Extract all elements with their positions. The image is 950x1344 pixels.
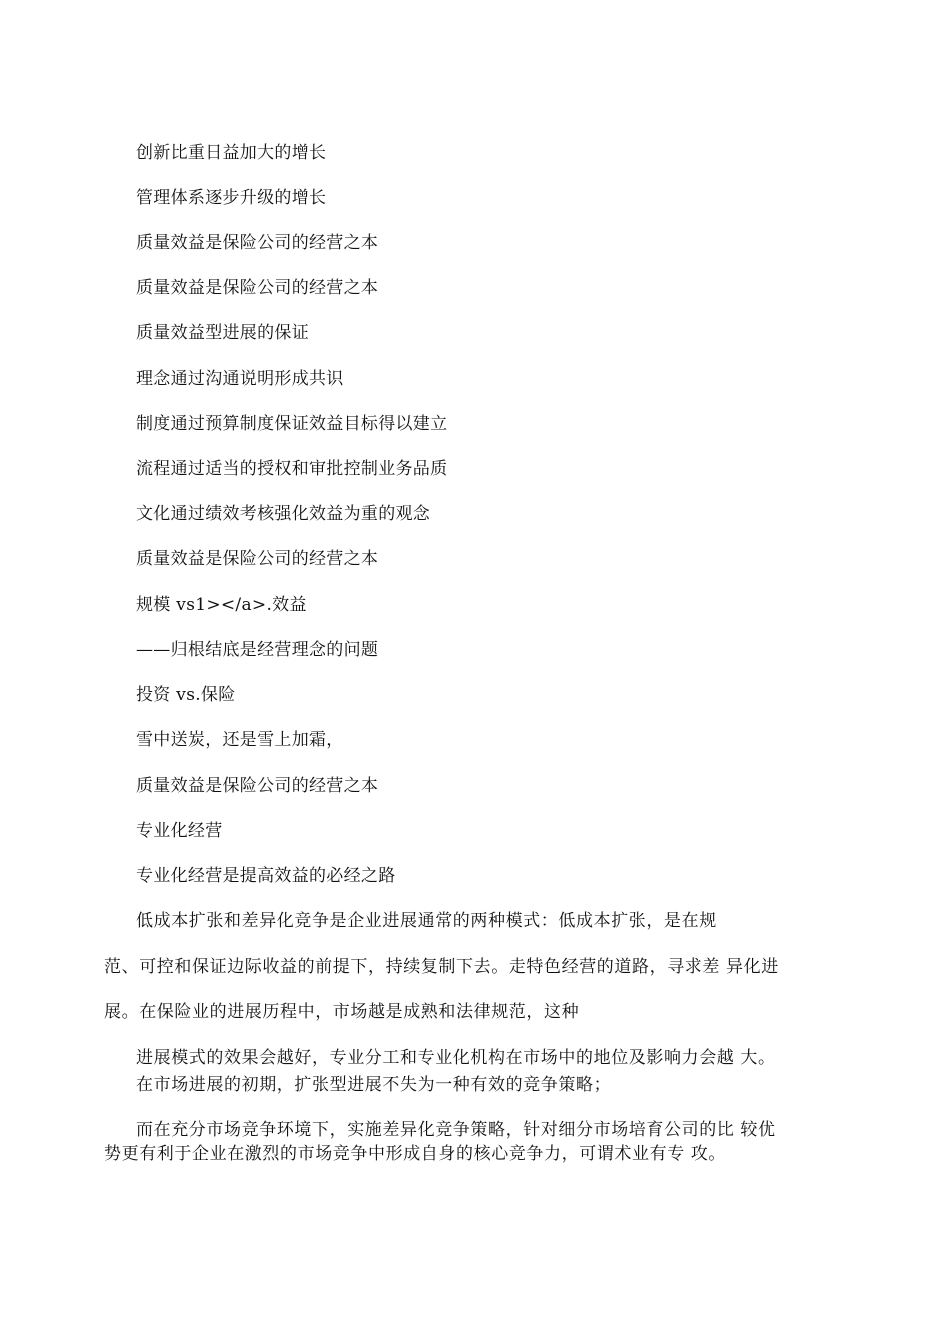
text-line: 质量效益是保险公司的经营之本 [136, 549, 379, 569]
text-line: 流程通过适当的授权和审批控制业务品质 [136, 459, 448, 479]
paragraph-line: 范、可控和保证边际收益的前提下，持续复制下去。走特色经营的道路，寻求差 异化进 [104, 957, 779, 977]
text-line: 质量效益是保险公司的经营之本 [136, 776, 379, 796]
text-line: 创新比重日益加大的增长 [136, 143, 327, 163]
text-line: 质量效益是保险公司的经营之本 [136, 233, 379, 253]
paragraph-line: 展。在保险业的进展历程中，市场越是成熟和法律规范，这种 [104, 1002, 580, 1022]
text-line: ——归根结底是经营理念的问题 [136, 640, 379, 660]
text-line: 理念通过沟通说明形成共识 [136, 369, 344, 389]
text-line: 质量效益型进展的保证 [136, 323, 309, 343]
text-line: 投资 vs.保险 [136, 685, 236, 705]
text-line: 专业化经营 [136, 821, 223, 841]
text-line: 规模 vs1></a>.效益 [136, 595, 307, 615]
paragraph-line: 低成本扩张和差异化竞争是企业进展通常的两种模式：低成本扩张，是在规 [136, 911, 717, 931]
text-line: 雪中送炭，还是雪上加霜， [136, 730, 344, 750]
paragraph-line: 势更有利于企业在激烈的市场竞争中形成自身的核心竞争力，可谓术业有专 攻。 [104, 1144, 727, 1164]
text-line: 质量效益是保险公司的经营之本 [136, 278, 379, 298]
text-line: 文化通过绩效考核强化效益为重的观念 [136, 504, 431, 524]
text-line: 专业化经营是提高效益的必经之路 [136, 866, 396, 886]
paragraph-line: 在市场进展的初期，扩张型进展不失为一种有效的竞争策略； [136, 1075, 612, 1095]
paragraph-line: 而在充分市场竞争环境下，实施差异化竞争策略，针对细分市场培育公司的比 较优 [136, 1120, 776, 1140]
text-line: 制度通过预算制度保证效益目标得以建立 [136, 414, 448, 434]
text-line: 管理体系逐步升级的增长 [136, 188, 327, 208]
paragraph-line: 进展模式的效果会越好，专业分工和专业化机构在市场中的地位及影响力会越 大。 [136, 1048, 776, 1068]
